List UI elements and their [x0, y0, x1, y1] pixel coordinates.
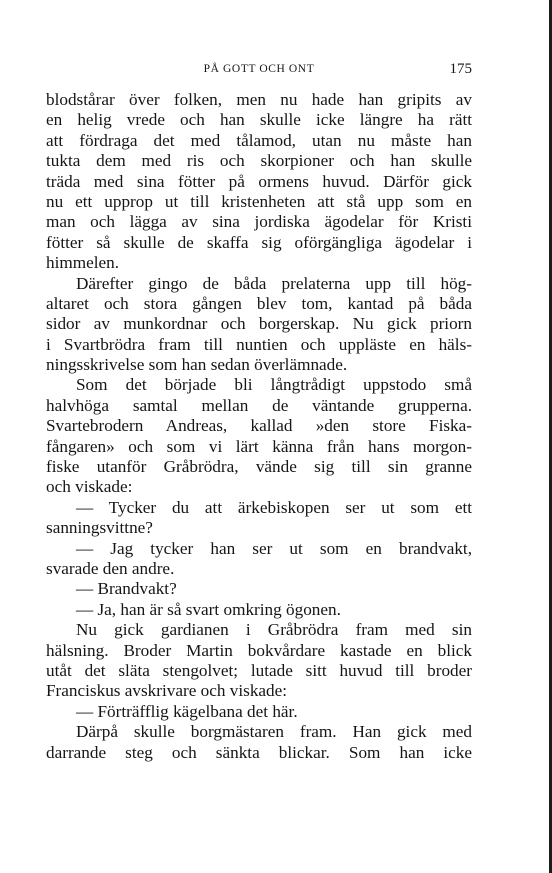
text-line: svarade den andre.: [46, 558, 175, 578]
text-line: himmelen.: [46, 253, 120, 273]
text-line: — Förträfflig kägelbana det här.: [76, 701, 298, 721]
text-line: nu ett upprop ut till kristenheten att stå upp som en: [46, 191, 472, 211]
text-line: utåt det släta stengolvet; lutade sitt huvud till broder: [46, 660, 472, 680]
text-line: — Ja, han är så svart omkring ögonen.: [76, 599, 341, 619]
text-line: darrande steg och sänkta blickar. Som han icke: [46, 742, 472, 762]
text-line: hälsning. Broder Martin bokvårdare kastade en blick: [46, 640, 472, 660]
text-line: ningsskrivelse som han sedan överlämnade.: [46, 355, 348, 375]
text-line: fiske utanför Gråbrödra, vände sig till sin granne: [46, 457, 472, 477]
text-line: och viskade:: [46, 477, 133, 497]
text-line: tukta dem med ris och skorpioner och han skulle: [46, 151, 472, 171]
text-line: en helig vrede och han skulle icke längre ha rätt: [46, 110, 472, 130]
text-line: sidor av munkordnar och borgerskap. Nu gick priorn: [46, 314, 472, 334]
text-line: man och lägga av sina jordiska ägodelar för Kristi: [46, 212, 472, 232]
text-line: sanningsvittne?: [46, 518, 153, 538]
text-line: Som det började bli långtrådigt uppstodo små: [76, 375, 472, 395]
page-number: 175: [449, 61, 472, 77]
body-text: [46, 90, 472, 763]
page-header: [46, 60, 472, 82]
text-line: Därpå skulle borgmästaren fram. Han gick med: [76, 722, 472, 742]
text-line: att fördraga det med tålamod, utan nu måste han: [46, 130, 472, 150]
text-line: Nu gick gardianen i Gråbrödra fram med sin: [76, 620, 472, 640]
text-line: blodstårar över folken, men nu hade han gripits av: [46, 90, 472, 109]
text-line: Därefter gingo de båda prelaterna upp till hög-: [76, 273, 472, 293]
text-line: fångaren» och som vi lärt känna från hans morgon-: [46, 436, 472, 456]
text-line: altaret och stora gången blev tom, kantad på båda: [46, 293, 472, 313]
text-line: fötter så skulle de skaffa sig oförgängliga ägodelar i: [46, 232, 472, 252]
text-line: — Tycker du att ärkebiskopen ser ut som ett: [76, 497, 472, 517]
text-line: halvhöga samtal mellan de väntande grupperna.: [46, 395, 472, 415]
running-title: PÅ GOTT OCH ONT: [203, 63, 315, 75]
text-line: Franciskus avskrivare och viskade:: [46, 681, 288, 701]
text-line: — Brandvakt?: [76, 579, 177, 599]
text-line: träda med sina fötter på ormens huvud. Därför gick: [46, 171, 472, 191]
text-line: i Svartbrödra fram till nuntien och uppläste en häls-: [46, 334, 472, 354]
text-line: Svartebrodern Andreas, kallad »den store Fiska-: [46, 416, 472, 436]
text-line: — Jag tycker han ser ut som en brandvakt,: [76, 538, 472, 558]
